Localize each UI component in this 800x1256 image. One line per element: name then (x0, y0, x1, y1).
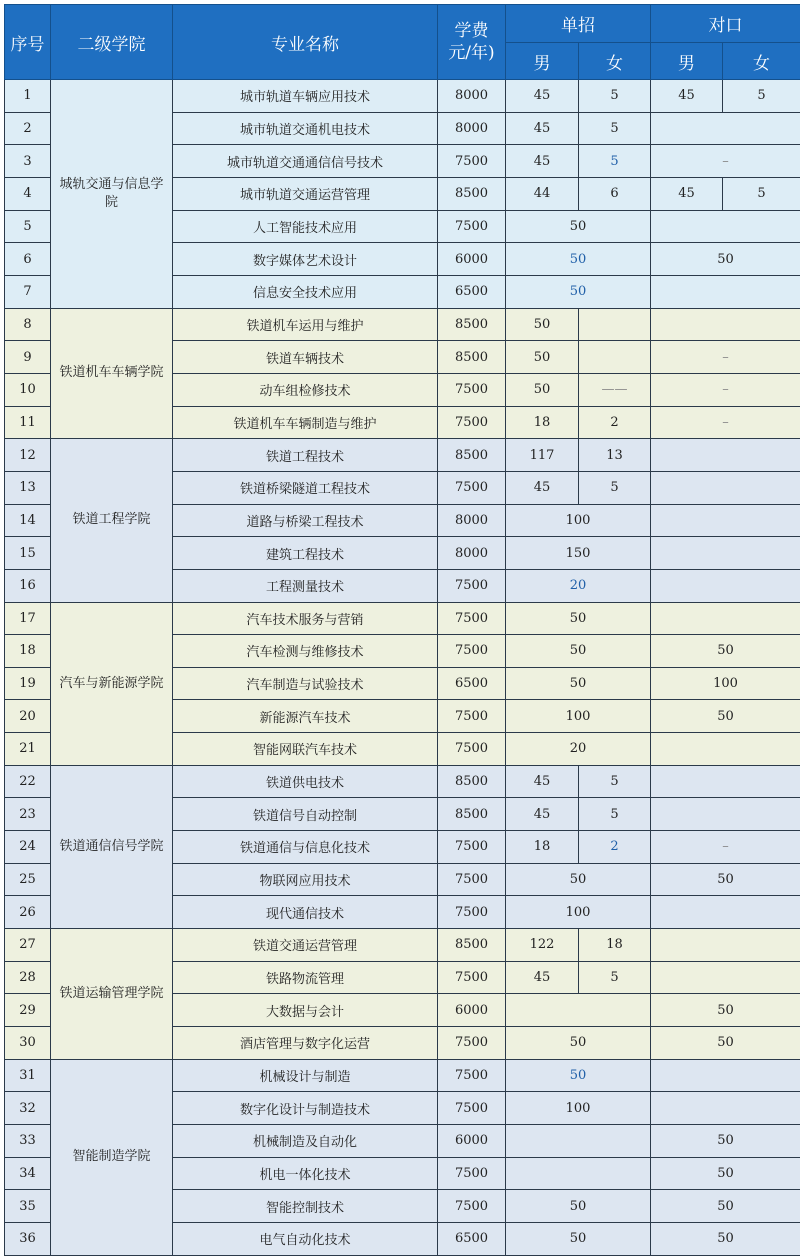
danzhao-total: 100 (506, 896, 651, 929)
major-name: 道路与桥梁工程技术 (173, 504, 438, 537)
major-name: 智能网联汽车技术 (173, 733, 438, 766)
tuition-fee: 8000 (438, 112, 506, 145)
row-number: 21 (5, 733, 51, 766)
danzhao-male: 50 (506, 341, 579, 374)
college-name: 铁道通信信号学院 (51, 765, 173, 928)
major-name: 铁道车辆技术 (173, 341, 438, 374)
college-name: 城轨交通与信息学院 (51, 80, 173, 309)
tuition-fee: 7500 (438, 471, 506, 504)
enrollment-table (4, 4, 800, 1256)
duikou-total: 50 (651, 1027, 800, 1060)
duikou-total (651, 537, 800, 570)
duikou-total (651, 733, 800, 766)
major-name: 铁道交通运营管理 (173, 929, 438, 962)
major-name: 铁道机车车辆制造与维护 (173, 406, 438, 439)
major-name: 工程测量技术 (173, 569, 438, 602)
tuition-fee: 7500 (438, 210, 506, 243)
tuition-fee: 8000 (438, 504, 506, 537)
college-name: 铁道工程学院 (51, 439, 173, 602)
major-name: 机电一体化技术 (173, 1157, 438, 1190)
row-number: 12 (5, 439, 51, 472)
duikou-total: 100 (651, 667, 800, 700)
tuition-fee: 7500 (438, 700, 506, 733)
danzhao-total: 20 (506, 733, 651, 766)
danzhao-male: 45 (506, 798, 579, 831)
row-number: 1 (5, 80, 51, 113)
danzhao-male: 117 (506, 439, 579, 472)
danzhao-male: 50 (506, 308, 579, 341)
major-name: 汽车技术服务与营销 (173, 602, 438, 635)
danzhao-total (506, 994, 651, 1027)
danzhao-male: 122 (506, 929, 579, 962)
tuition-fee: 7500 (438, 1157, 506, 1190)
table-row (5, 602, 800, 635)
danzhao-female: 5 (579, 765, 651, 798)
duikou-total (651, 798, 800, 831)
row-number: 2 (5, 112, 51, 145)
danzhao-total (506, 1125, 651, 1158)
duikou-total (651, 112, 800, 145)
college-name: 铁道机车车辆学院 (51, 308, 173, 439)
duikou-total (651, 439, 800, 472)
major-name: 城市轨道交通通信信号技术 (173, 145, 438, 178)
tuition-fee: 7500 (438, 1027, 506, 1060)
major-name: 汽车检测与维修技术 (173, 635, 438, 668)
danzhao-female (579, 308, 651, 341)
major-name: 铁道工程技术 (173, 439, 438, 472)
row-number: 9 (5, 341, 51, 374)
tuition-fee: 7500 (438, 896, 506, 929)
row-number: 17 (5, 602, 51, 635)
danzhao-female: 5 (579, 80, 651, 113)
row-number: 14 (5, 504, 51, 537)
header-college: 二级学院 (51, 5, 173, 80)
danzhao-total: 50 (506, 210, 651, 243)
tuition-fee: 6500 (438, 667, 506, 700)
tuition-fee: 8000 (438, 80, 506, 113)
tuition-fee: 7500 (438, 1059, 506, 1092)
tuition-fee: 7500 (438, 635, 506, 668)
table-body (5, 80, 800, 1256)
row-number: 27 (5, 929, 51, 962)
duikou-total: 50 (651, 863, 800, 896)
duikou-total (651, 569, 800, 602)
danzhao-total: 50 (506, 602, 651, 635)
table-row (5, 929, 800, 962)
tuition-fee: 8500 (438, 308, 506, 341)
row-number: 26 (5, 896, 51, 929)
danzhao-total: 50 (506, 243, 651, 276)
major-name: 城市轨道交通运营管理 (173, 177, 438, 210)
danzhao-male: 44 (506, 177, 579, 210)
major-name: 大数据与会计 (173, 994, 438, 1027)
row-number: 13 (5, 471, 51, 504)
header-major: 专业名称 (173, 5, 438, 80)
duikou-male: 45 (651, 177, 723, 210)
tuition-fee: 7500 (438, 602, 506, 635)
table-row (5, 1059, 800, 1092)
tuition-fee: 7500 (438, 733, 506, 766)
danzhao-total: 150 (506, 537, 651, 570)
tuition-fee: 7500 (438, 863, 506, 896)
duikou-total (651, 896, 800, 929)
row-number: 31 (5, 1059, 51, 1092)
major-name: 数字媒体艺术设计 (173, 243, 438, 276)
duikou-total: – (651, 145, 800, 178)
tuition-fee: 8500 (438, 929, 506, 962)
danzhao-total: 50 (506, 635, 651, 668)
danzhao-total: 20 (506, 569, 651, 602)
danzhao-male: 45 (506, 80, 579, 113)
college-name: 智能制造学院 (51, 1059, 173, 1255)
major-name: 铁道信号自动控制 (173, 798, 438, 831)
major-name: 机械设计与制造 (173, 1059, 438, 1092)
danzhao-male: 45 (506, 961, 579, 994)
major-name: 铁道通信与信息化技术 (173, 831, 438, 864)
row-number: 15 (5, 537, 51, 570)
duikou-total (651, 929, 800, 962)
duikou-total (651, 961, 800, 994)
duikou-total (651, 1059, 800, 1092)
danzhao-female: 5 (579, 961, 651, 994)
danzhao-male: 45 (506, 145, 579, 178)
tuition-fee: 7500 (438, 569, 506, 602)
danzhao-female: 5 (579, 112, 651, 145)
tuition-fee: 7500 (438, 961, 506, 994)
tuition-fee: 8500 (438, 765, 506, 798)
header-duikou: 对口 (651, 5, 800, 43)
tuition-fee: 7500 (438, 373, 506, 406)
danzhao-female: 5 (579, 798, 651, 831)
row-number: 6 (5, 243, 51, 276)
header-fee (438, 5, 506, 80)
tuition-fee: 8500 (438, 439, 506, 472)
table-row (5, 765, 800, 798)
danzhao-male: 50 (506, 373, 579, 406)
row-number: 30 (5, 1027, 51, 1060)
table-row (5, 80, 800, 113)
header-duikou-male: 男 (651, 43, 723, 80)
danzhao-female (579, 341, 651, 374)
duikou-total (651, 471, 800, 504)
tuition-fee: 8000 (438, 537, 506, 570)
row-number: 20 (5, 700, 51, 733)
major-name: 电气自动化技术 (173, 1222, 438, 1255)
major-name: 物联网应用技术 (173, 863, 438, 896)
danzhao-female: 2 (579, 406, 651, 439)
major-name: 铁道桥梁隧道工程技术 (173, 471, 438, 504)
row-number: 24 (5, 831, 51, 864)
row-number: 4 (5, 177, 51, 210)
duikou-total (651, 210, 800, 243)
tuition-fee: 6500 (438, 275, 506, 308)
row-number: 32 (5, 1092, 51, 1125)
row-number: 19 (5, 667, 51, 700)
danzhao-total: 50 (506, 1190, 651, 1223)
header-duikou-female: 女 (723, 43, 800, 80)
danzhao-female: 18 (579, 929, 651, 962)
row-number: 36 (5, 1222, 51, 1255)
header-danzhao-male: 男 (506, 43, 579, 80)
tuition-fee: 8500 (438, 341, 506, 374)
tuition-fee: 7500 (438, 145, 506, 178)
danzhao-female: —— (579, 373, 651, 406)
danzhao-total: 50 (506, 1059, 651, 1092)
tuition-fee: 8500 (438, 177, 506, 210)
duikou-total: 50 (651, 243, 800, 276)
table-row (5, 439, 800, 472)
danzhao-female: 5 (579, 145, 651, 178)
duikou-male: 45 (651, 80, 723, 113)
danzhao-total: 100 (506, 700, 651, 733)
row-number: 5 (5, 210, 51, 243)
danzhao-total: 50 (506, 1027, 651, 1060)
row-number: 28 (5, 961, 51, 994)
duikou-total (651, 765, 800, 798)
header-no: 序号 (5, 5, 51, 80)
tuition-fee: 7500 (438, 831, 506, 864)
duikou-total: 50 (651, 700, 800, 733)
duikou-total: – (651, 341, 800, 374)
danzhao-total: 50 (506, 1222, 651, 1255)
danzhao-total: 100 (506, 504, 651, 537)
row-number: 35 (5, 1190, 51, 1223)
major-name: 酒店管理与数字化运营 (173, 1027, 438, 1060)
danzhao-female: 5 (579, 471, 651, 504)
major-name: 城市轨道车辆应用技术 (173, 80, 438, 113)
tuition-fee: 6000 (438, 994, 506, 1027)
major-name: 铁道供电技术 (173, 765, 438, 798)
row-number: 10 (5, 373, 51, 406)
duikou-total: 50 (651, 1125, 800, 1158)
major-name: 新能源汽车技术 (173, 700, 438, 733)
header-fee-line1: 学费 (454, 21, 489, 41)
danzhao-total: 50 (506, 275, 651, 308)
danzhao-female: 2 (579, 831, 651, 864)
duikou-total: 50 (651, 1222, 800, 1255)
duikou-total: – (651, 831, 800, 864)
row-number: 11 (5, 406, 51, 439)
duikou-total (651, 308, 800, 341)
row-number: 8 (5, 308, 51, 341)
danzhao-total (506, 1157, 651, 1190)
major-name: 动车组检修技术 (173, 373, 438, 406)
row-number: 34 (5, 1157, 51, 1190)
duikou-female: 5 (723, 80, 800, 113)
duikou-total: 50 (651, 635, 800, 668)
major-name: 铁道机车运用与维护 (173, 308, 438, 341)
major-name: 人工智能技术应用 (173, 210, 438, 243)
duikou-total: – (651, 373, 800, 406)
header-danzhao: 单招 (506, 5, 651, 43)
danzhao-male: 45 (506, 112, 579, 145)
duikou-total: – (651, 406, 800, 439)
row-number: 23 (5, 798, 51, 831)
row-number: 3 (5, 145, 51, 178)
major-name: 机械制造及自动化 (173, 1125, 438, 1158)
row-number: 18 (5, 635, 51, 668)
header-fee-line2: 元/年) (448, 43, 495, 63)
major-name: 智能控制技术 (173, 1190, 438, 1223)
duikou-total (651, 504, 800, 537)
major-name: 现代通信技术 (173, 896, 438, 929)
tuition-fee: 6000 (438, 243, 506, 276)
tuition-fee: 7500 (438, 1190, 506, 1223)
duikou-total (651, 602, 800, 635)
header-danzhao-female: 女 (579, 43, 651, 80)
danzhao-male: 45 (506, 765, 579, 798)
table-row (5, 308, 800, 341)
row-number: 22 (5, 765, 51, 798)
major-name: 铁路物流管理 (173, 961, 438, 994)
danzhao-female: 13 (579, 439, 651, 472)
danzhao-male: 45 (506, 471, 579, 504)
college-name: 铁道运输管理学院 (51, 929, 173, 1060)
major-name: 信息安全技术应用 (173, 275, 438, 308)
major-name: 城市轨道交通机电技术 (173, 112, 438, 145)
row-number: 16 (5, 569, 51, 602)
college-name: 汽车与新能源学院 (51, 602, 173, 765)
major-name: 汽车制造与试验技术 (173, 667, 438, 700)
major-name: 数字化设计与制造技术 (173, 1092, 438, 1125)
danzhao-total: 50 (506, 667, 651, 700)
major-name: 建筑工程技术 (173, 537, 438, 570)
row-number: 33 (5, 1125, 51, 1158)
duikou-total (651, 1092, 800, 1125)
tuition-fee: 7500 (438, 1092, 506, 1125)
tuition-fee: 6000 (438, 1125, 506, 1158)
duikou-total: 50 (651, 1190, 800, 1223)
duikou-total: 50 (651, 1157, 800, 1190)
duikou-total: 50 (651, 994, 800, 1027)
tuition-fee: 8500 (438, 798, 506, 831)
danzhao-female: 6 (579, 177, 651, 210)
tuition-fee: 6500 (438, 1222, 506, 1255)
tuition-fee: 7500 (438, 406, 506, 439)
row-number: 25 (5, 863, 51, 896)
duikou-female: 5 (723, 177, 800, 210)
duikou-total (651, 275, 800, 308)
row-number: 7 (5, 275, 51, 308)
danzhao-total: 50 (506, 863, 651, 896)
danzhao-male: 18 (506, 831, 579, 864)
danzhao-male: 18 (506, 406, 579, 439)
row-number: 29 (5, 994, 51, 1027)
danzhao-total: 100 (506, 1092, 651, 1125)
